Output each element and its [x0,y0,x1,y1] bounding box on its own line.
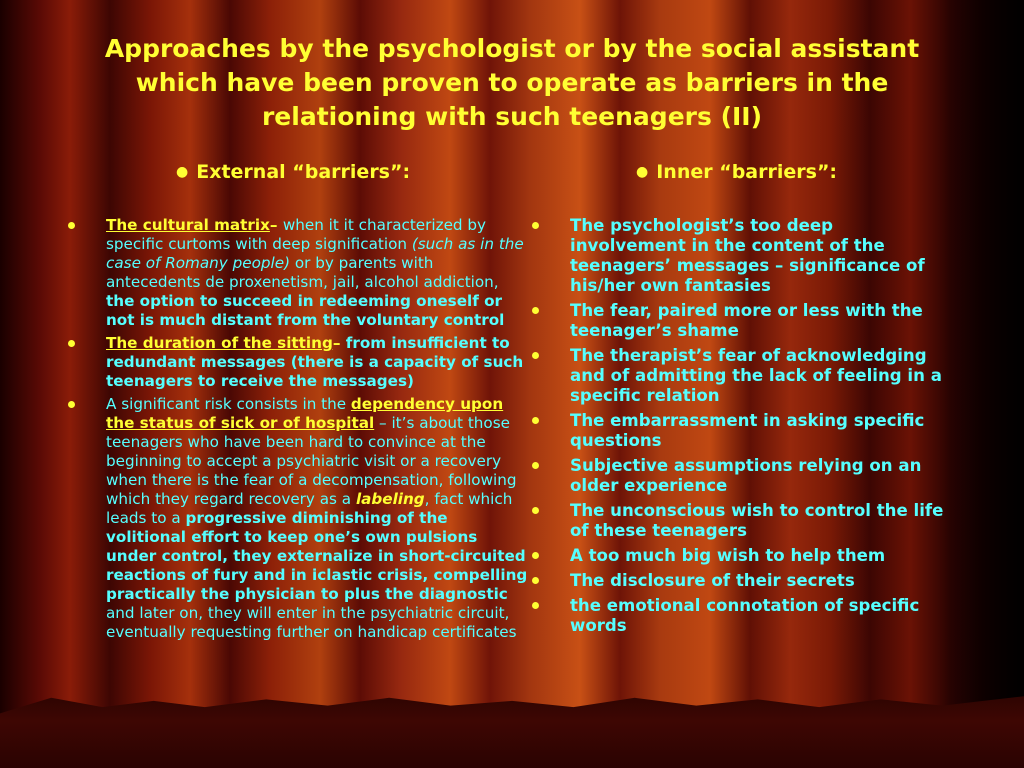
inner-barrier-text: The fear, paired more or less with the teenager’s shame [570,301,923,340]
inner-barrier-text: The disclosure of their secrets [570,571,855,590]
external-barriers-heading-text: External “barriers”: [196,161,411,183]
cultural-matrix-italic: (such as in the case of Romany people) [106,235,524,272]
bullet-icon [532,507,539,514]
list-item [532,501,944,541]
bullet-icon [532,222,539,229]
bullet-icon [68,401,75,408]
bullet-icon [532,417,539,424]
cultural-matrix-text: when it it characterized by specific curtoms with deep signification [106,216,487,253]
bullet-icon [532,307,539,314]
risk-text-4: and later on, they will enter in the psychiatric circuit, eventually requesting further on handicap certificates [106,604,517,641]
list-item [532,456,944,496]
inner-barriers-heading-text: Inner “barriers”: [656,161,838,183]
duration-text: from insufficient to redundant messages (there is a capacity of such teenagers to receive the messages) [106,334,524,390]
bullet-icon [68,340,75,347]
list-item [68,334,528,391]
risk-text-3: , fact which leads to a [106,490,513,527]
bullet-icon: ● [636,164,649,180]
cultural-matrix-comma: , [493,273,499,291]
risk-text-1: A significant risk consists in the [106,395,351,413]
list-item [532,301,944,341]
inner-barriers-heading [636,160,837,184]
labeling-word: labeling [355,490,425,508]
inner-barrier-text: The embarrassment in asking specific questions [570,411,925,450]
bullet-icon [532,552,539,559]
inner-barriers-list [532,216,944,641]
bullet-icon [68,222,75,229]
inner-barrier-text: the emotional connotation of specific words [570,596,920,635]
bullet-icon [532,577,539,584]
bullet-icon [532,352,539,359]
duration-dash: – [332,334,346,352]
list-item [532,216,944,296]
list-item [532,346,944,406]
list-item [532,546,944,566]
cultural-matrix-bold: the option to succeed in redeeming oneself or not is much distant from the voluntary control [106,292,505,329]
cultural-matrix-text-2: or by parents with antecedents de proxenetism, jail, alcohol addiction [106,254,494,291]
list-item [532,596,944,636]
inner-barrier-text: The unconscious wish to control the life of these teenagers [570,501,944,540]
curtain-bottom-drape [0,690,1024,768]
inner-barrier-text: Subjective assumptions relying on an older experience [570,456,922,495]
bullet-icon: ● [176,164,189,180]
inner-barrier-text: A too much big wish to help them [570,546,886,565]
cultural-matrix-dash: – [269,216,283,234]
duration-label: The duration of the sitting [106,334,333,352]
bullet-icon [532,462,539,469]
inner-barrier-text: The psychologist’s too deep involvement in the content of the teenagers’ messages – significance of his/her own fantasies [570,216,925,295]
list-item [68,216,528,330]
cultural-matrix-label: The cultural matrix [106,216,270,234]
dependency-label: dependency upon the status of sick or of hospital [106,395,504,432]
curtain-shadow [944,0,1024,768]
list-item [532,571,944,591]
risk-text-2: – it’s about those teenagers who have been hard to convince at the beginning to accept a psychiatric visit or a recovery when there is the fear of a decompensation, following which they regard recovery as a [106,414,517,508]
slide-title: Approaches by the psychologist or by the social assistant which have been proven to operate as barriers in the relationing with such teenagers (II) [104,34,920,131]
external-barriers-list [68,216,528,646]
list-item [68,395,528,642]
external-barriers-heading [176,160,410,184]
inner-barrier-text: The therapist’s fear of acknowledging and of admitting the lack of feeling in a specific relation [570,346,942,405]
risk-bold: progressive diminishing of the volitional effort to keep one’s own pulsions under control, they externalize in short-circuited reactions of fury and in iclastic crisis, compelling practically the physician to plus the diagnostic [106,509,528,603]
bullet-icon [532,602,539,609]
list-item [532,411,944,451]
